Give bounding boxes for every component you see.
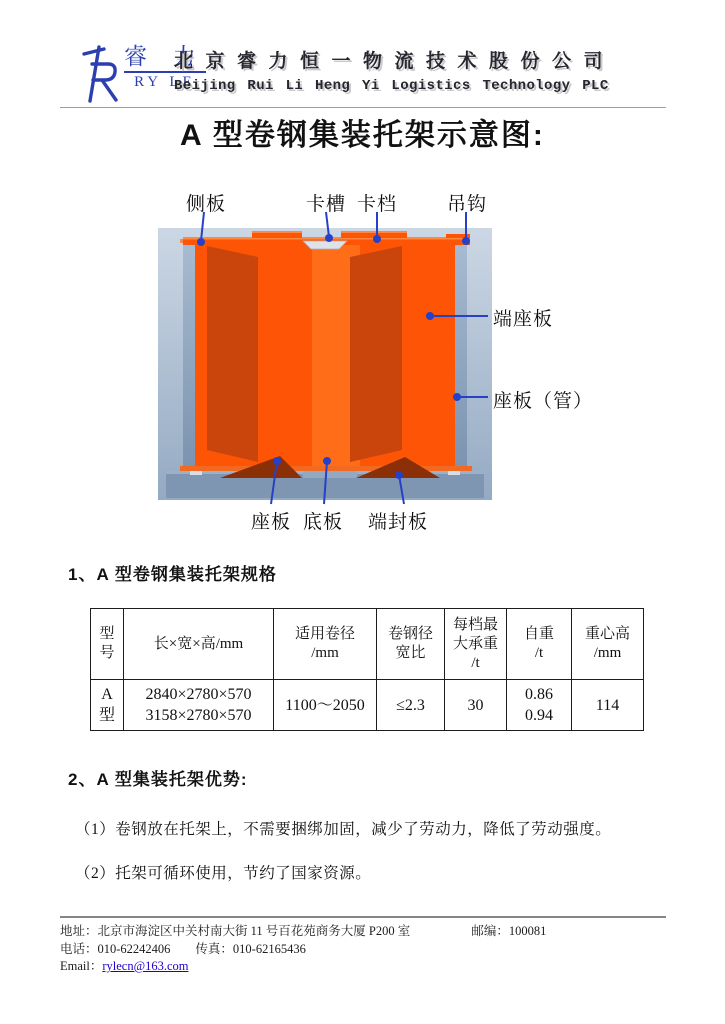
footer-phone-fax: 电话：010-62242406 传真：010-62165436: [60, 941, 306, 956]
spec-table: [90, 608, 644, 731]
footer-email-line: [60, 958, 666, 976]
label-slot: 卡槽: [306, 194, 347, 215]
slot-plate: [303, 241, 347, 249]
saddle-panel-left: [207, 246, 258, 462]
label-seat-plate-pipe: 座板（管）: [493, 391, 594, 412]
cell-coil-diam: 1100～2050: [274, 680, 377, 731]
advantage-item-1: （1）卷钢放在托架上，不需要捆绑加固，减少了劳动力，降低了劳动强度。: [75, 821, 612, 838]
label-end-seal-plate: 端封板: [368, 512, 429, 533]
section2-heading: 2、A 型集装托架优势:: [68, 770, 248, 789]
tab-highlight-right: [341, 231, 407, 233]
label-stopper: 卡档: [357, 194, 398, 215]
cell-model: A 型: [91, 680, 124, 731]
base-notch: [303, 471, 357, 478]
cell-dimensions: 2840×2780×570 3158×2780×570: [124, 680, 274, 731]
col-dimensions: 长×宽×高/mm: [124, 609, 274, 680]
company-name-cn: 北京睿力恒一物流技术股份公司: [174, 51, 616, 72]
footer-address-line: [60, 923, 666, 941]
label-hook: 吊钩: [447, 194, 488, 215]
footer-email-link[interactable]: rylecn@163.com: [102, 959, 189, 973]
foot-right: [448, 471, 460, 475]
saddle-panel-right: [350, 246, 402, 462]
col-model: 型 号: [91, 609, 124, 680]
label-seat-plate: 座板: [251, 512, 292, 533]
cell-self-weight: 0.86 0.94: [507, 680, 572, 731]
left-wall: [183, 243, 196, 471]
label-bottom-plate: 底板: [303, 512, 344, 533]
page-title: A 型卷钢集装托架示意图:: [180, 119, 545, 152]
spec-table-row: [91, 680, 644, 731]
label-end-seat-plate: 端座板: [493, 309, 554, 330]
col-self-weight: 自重 /t: [507, 609, 572, 680]
cell-cg-height: 114: [572, 680, 644, 731]
col-max-load: 每档最 大承重 /t: [445, 609, 507, 680]
label-side-plate: 侧板: [186, 194, 227, 215]
col-coil-diam: 适用卷径 /mm: [274, 609, 377, 680]
right-wall: [454, 243, 467, 471]
pallet-illustration: [0, 180, 725, 540]
cell-max-load: 30: [445, 680, 507, 731]
logo-name-cn: 睿 力: [124, 44, 206, 73]
col-ratio: 卷钢径 宽比: [377, 609, 445, 680]
footer-postcode: 邮编：100081: [471, 924, 547, 938]
tab-highlight-left: [252, 231, 302, 233]
footer-email-label: Email：: [60, 959, 103, 973]
logo-name-en: RY LE: [134, 74, 196, 90]
foot-left: [190, 471, 202, 475]
page-footer: [60, 916, 666, 976]
advantage-item-2: （2）托架可循环使用，节约了国家资源。: [75, 865, 372, 882]
col-cg-height: 重心高 /mm: [572, 609, 644, 680]
company-name-en: Beijing Rui Li Heng Yi Logistics Technology PLC: [174, 78, 609, 94]
footer-phone-line: [60, 941, 666, 959]
cell-ratio: ≤2.3: [377, 680, 445, 731]
section1-heading: 1、A 型卷钢集装托架规格: [68, 565, 277, 584]
footer-address: 地址：北京市海淀区中关村南大街 11 号百花苑商务大厦 P200 室: [60, 924, 411, 938]
spec-table-header-row: [91, 609, 644, 680]
